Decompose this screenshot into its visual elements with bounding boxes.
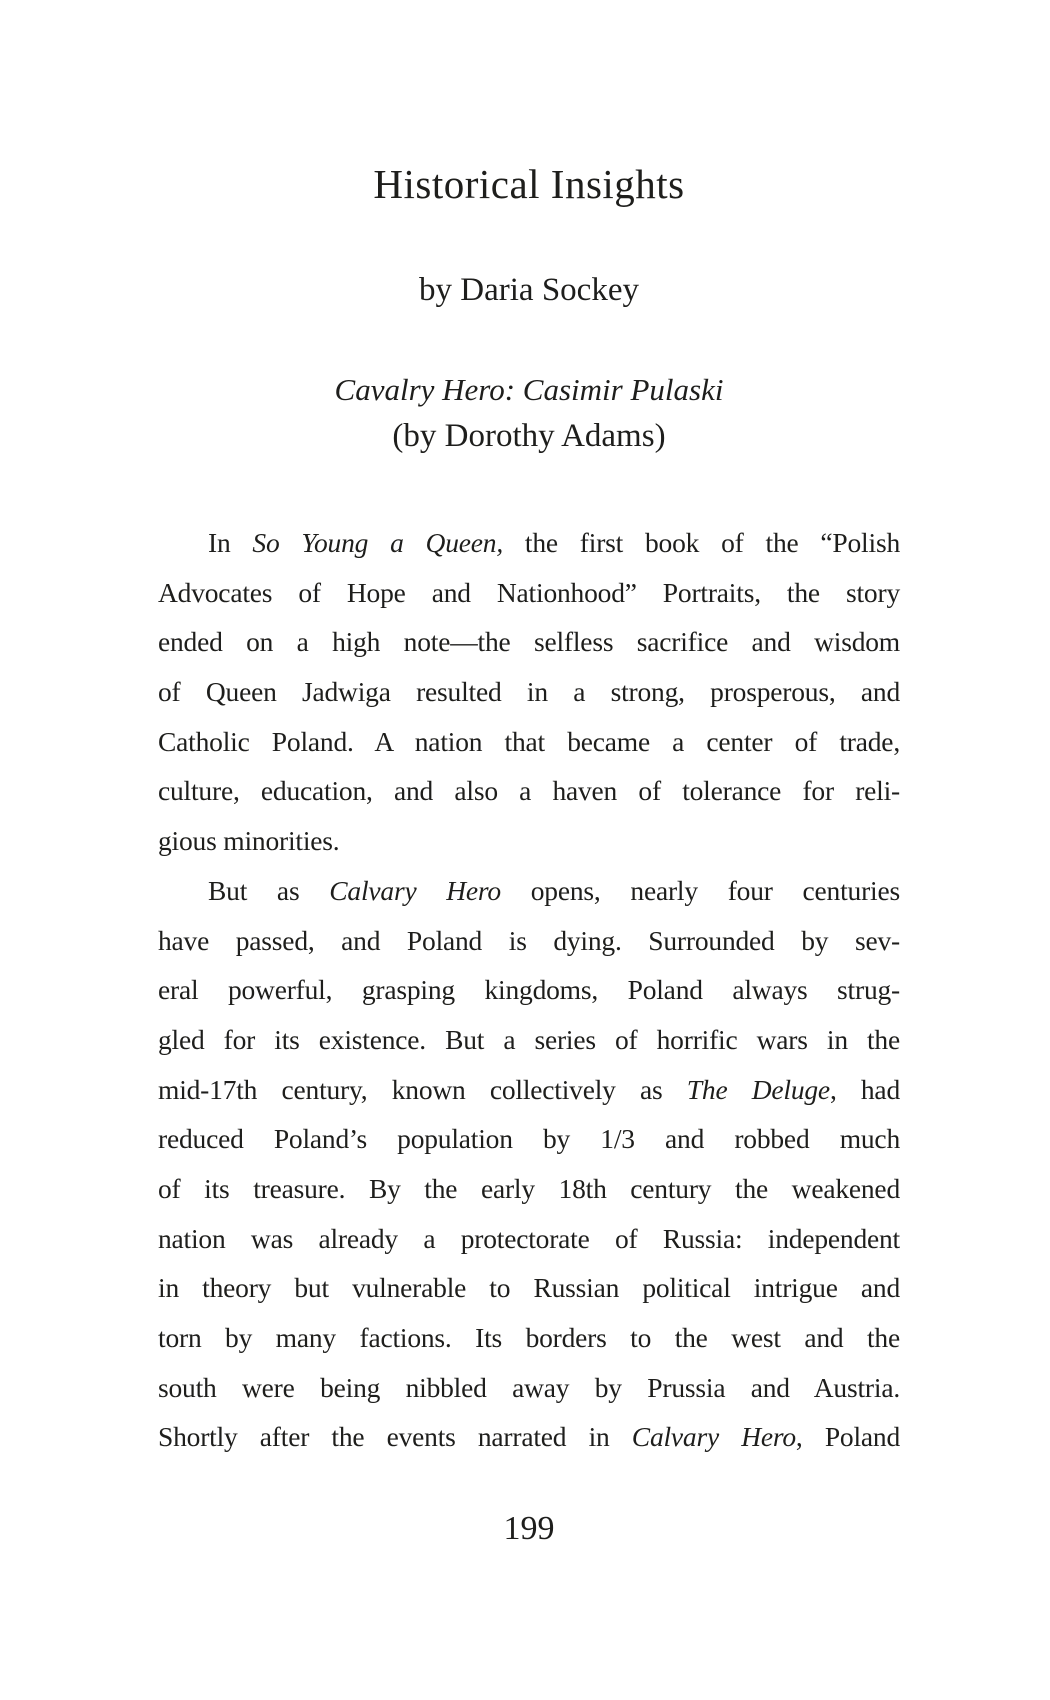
text-run: But as — [208, 874, 330, 906]
text-run: nation was already a protectorate of Russia: independent — [158, 1222, 900, 1254]
author-byline: by Daria Sockey — [419, 272, 639, 308]
body-line — [158, 916, 900, 966]
work-author-byline: (by Dorothy Adams) — [392, 418, 666, 454]
text-run: gled for its existence. But a series of horrific wars in the — [158, 1023, 900, 1055]
text-run: in theory but vulnerable to Russian political intrigue and — [158, 1272, 900, 1304]
paragraph — [158, 518, 900, 866]
text-column — [158, 161, 901, 1548]
body-line — [158, 667, 900, 717]
text-run: Advocates of Hope and Nationhood” Portraits, the story — [158, 576, 900, 608]
body-line — [158, 1412, 900, 1462]
body-line — [158, 1263, 900, 1313]
text-run: In — [208, 527, 253, 558]
body-line — [158, 518, 900, 568]
body-line — [158, 766, 900, 816]
italic-text-run: Calvary Hero — [329, 874, 501, 906]
page-title: Historical Insights — [373, 161, 685, 207]
body-line — [158, 965, 900, 1015]
body-line — [158, 717, 900, 767]
text-run: Catholic Poland. A nation that became a center of trade, — [158, 725, 900, 757]
body-line — [158, 1065, 900, 1115]
text-run: Shortly after the events narrated in — [158, 1421, 632, 1453]
italic-text-run: So Young a Queen, — [252, 527, 503, 558]
body-line — [158, 617, 900, 667]
work-title: Cavalry Hero: Casimir Pulaski — [334, 372, 724, 407]
text-run: reduced Poland’s population by 1/3 and robbed much — [158, 1123, 900, 1155]
text-run: the first book of the “Polish — [503, 527, 900, 558]
text-run: of Queen Jadwiga resulted in a strong, prosperous, and — [158, 676, 900, 708]
text-run: gious minorities. — [158, 825, 340, 857]
body-line — [158, 568, 900, 618]
text-run: of its treasure. By the early 18th century the weakened — [158, 1172, 900, 1204]
text-run: , Poland — [795, 1421, 901, 1453]
body-line — [158, 866, 900, 916]
text-run: ended on a high note—the selfless sacrifice and wisdom — [158, 626, 900, 658]
text-run: torn by many factions. Its borders to the west and the — [158, 1322, 900, 1353]
body-line — [158, 1363, 900, 1413]
body-line — [158, 816, 900, 866]
italic-text-run: Calvary Hero — [631, 1421, 796, 1453]
text-run: culture, education, and also a haven of tolerance for reli- — [158, 775, 900, 807]
page-number: 199 — [503, 1510, 555, 1548]
body-text — [158, 518, 900, 1462]
text-run: mid-17th century, known collectively as — [158, 1073, 687, 1105]
body-line — [158, 1214, 900, 1264]
body-line — [158, 1164, 900, 1214]
text-run: , had — [829, 1073, 900, 1105]
body-line — [158, 1015, 900, 1065]
italic-text-run: The Deluge — [686, 1073, 830, 1105]
paragraph — [158, 866, 900, 1462]
text-run: opens, nearly four centuries — [500, 874, 900, 906]
body-line — [158, 1114, 900, 1164]
text-run: have passed, and Poland is dying. Surrounded by sev- — [158, 924, 900, 956]
body-line — [158, 1313, 900, 1363]
text-run: eral powerful, grasping kingdoms, Poland always strug- — [158, 974, 900, 1006]
text-run: south were being nibbled away by Prussia and Austria. — [158, 1371, 900, 1403]
